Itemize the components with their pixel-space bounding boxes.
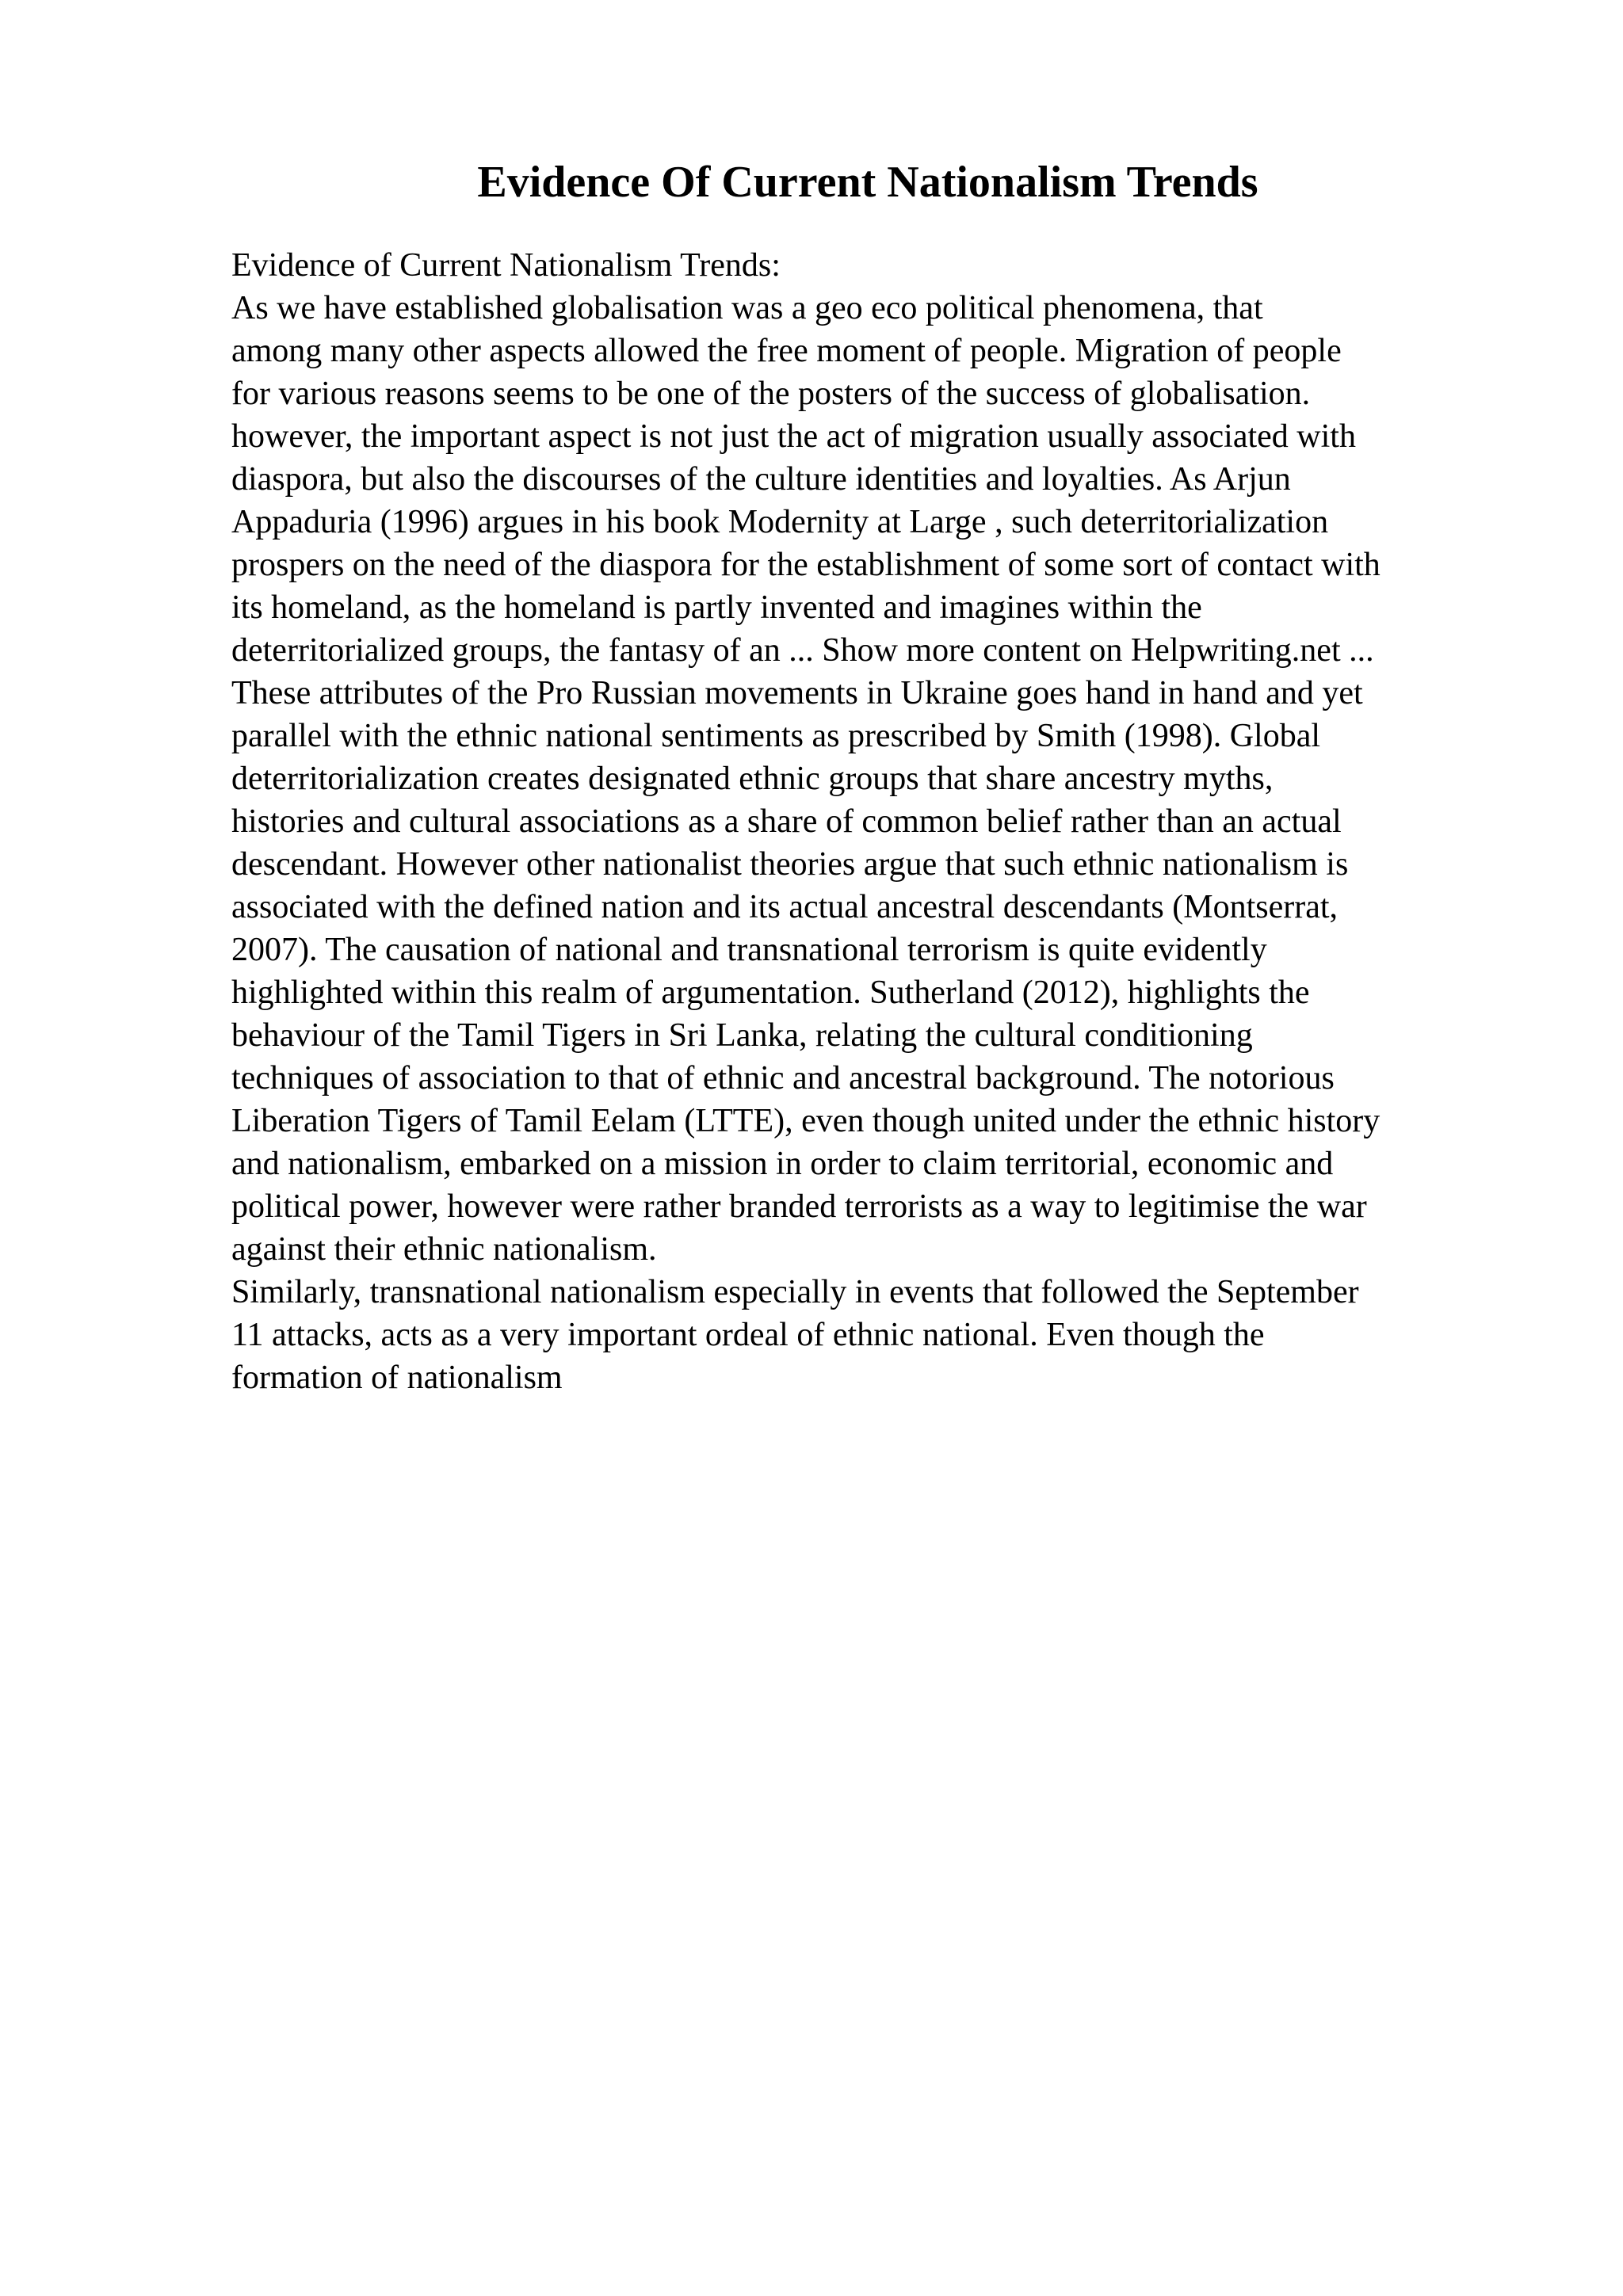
- body-line: however, the important aspect is not just the act of migration usually associated with: [231, 418, 1356, 455]
- body-line: Similarly, transnational nationalism especially in events that followed the September: [231, 1274, 1359, 1310]
- body-line: diaspora, but also the discourses of the culture identities and loyalties. As Arjun: [231, 461, 1291, 498]
- body-line: Liberation Tigers of Tamil Eelam (LTTE), even though united under the ethnic history: [231, 1103, 1381, 1139]
- body-line: descendant. However other nationalist theories argue that such ethnic nationalism is: [231, 846, 1349, 883]
- body-line: prospers on the need of the diaspora for the establishment of some sort of contact with: [231, 547, 1381, 583]
- body-line: and nationalism, embarked on a mission in order to claim territorial, economic and: [231, 1146, 1334, 1182]
- body-line: associated with the defined nation and its actual ancestral descendants (Montserrat,: [231, 889, 1338, 925]
- body-line: deterritorialized groups, the fantasy of an ... Show more content on Helpwriting.net ...: [231, 632, 1374, 669]
- document-title: Evidence Of Current Nationalism Trends: [477, 158, 1258, 207]
- body-line: As we have established globalisation was a geo eco political phenomena, that: [231, 290, 1263, 326]
- body-line: Appaduria (1996) argues in his book Modernity at Large , such deterritorialization: [231, 504, 1329, 540]
- body-line: against their ethnic nationalism.: [231, 1231, 657, 1268]
- body-line: histories and cultural associations as a share of common belief rather than an actual: [231, 803, 1342, 840]
- body-line: political power, however were rather branded terrorists as a way to legitimise the war: [231, 1188, 1367, 1225]
- body-line: formation of nationalism: [231, 1360, 563, 1396]
- body-line: for various reasons seems to be one of the posters of the success of globalisation.: [231, 376, 1311, 412]
- body-line: These attributes of the Pro Russian movements in Ukraine goes hand in hand and yet: [231, 675, 1363, 711]
- document-body: [231, 244, 1515, 1399]
- body-line: highlighted within this realm of argumentation. Sutherland (2012), highlights the: [231, 974, 1310, 1011]
- body-line: its homeland, as the homeland is partly invented and imagines within the: [231, 589, 1202, 626]
- body-line: behaviour of the Tamil Tigers in Sri Lanka, relating the cultural conditioning: [231, 1017, 1253, 1054]
- body-line: parallel with the ethnic national sentiments as prescribed by Smith (1998). Global: [231, 718, 1321, 754]
- body-line: among many other aspects allowed the free moment of people. Migration of people: [231, 333, 1342, 369]
- body-line: deterritorialization creates designated ethnic groups that share ancestry myths,: [231, 761, 1274, 797]
- body-line: Evidence of Current Nationalism Trends:: [231, 247, 781, 284]
- body-line: 2007). The causation of national and transnational terrorism is quite evidently: [231, 932, 1267, 968]
- body-line: 11 attacks, acts as a very important ordeal of ethnic national. Even though the: [231, 1317, 1265, 1353]
- body-line: techniques of association to that of ethnic and ancestral background. The notorious: [231, 1060, 1335, 1097]
